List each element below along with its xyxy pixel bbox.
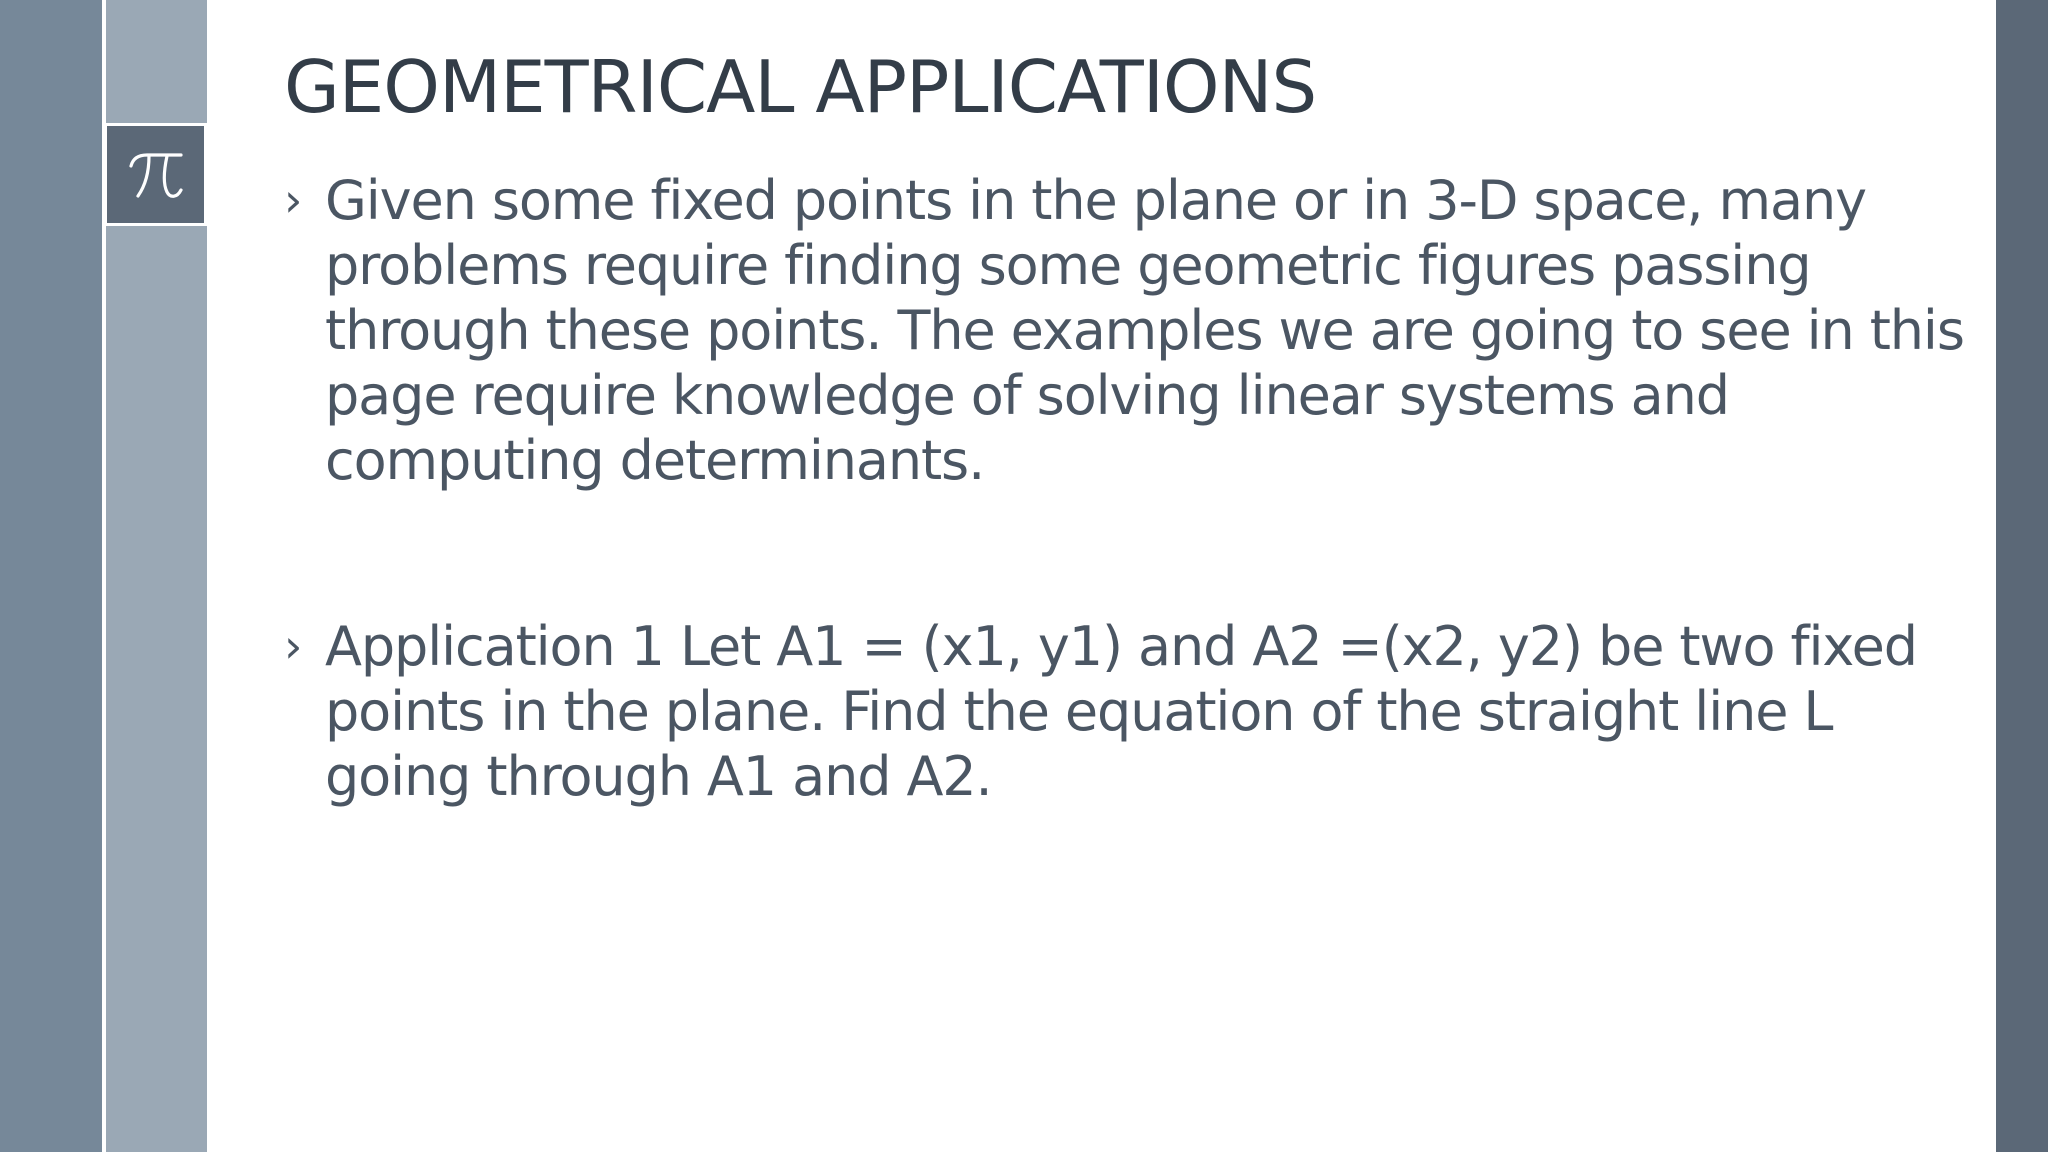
bullet-text: Given some fixed points in the plane or in 3-D space, many problems require finding some geometric figures passing through these points. The examples we are going to see in this page require knowledge of solving linear systems and computing determinants. [325,169,1964,492]
chevron-right-icon: › [284,173,302,227]
pi-icon [125,148,187,202]
pi-badge [104,123,207,226]
slide-title: GEOMETRICAL APPLICATIONS [284,45,1317,129]
bullet-text: Application 1 Let A1 = (x1, y1) and A2 =(x2, y2) be two fixed points in the plane. Find the equation of the straight line L going through A1 and A2. [325,615,1917,808]
bullet-item [284,614,1974,809]
bullet-list [284,168,1974,809]
chevron-right-icon: › [284,619,302,673]
left-dark-band [0,0,102,1152]
right-band [1996,0,2048,1152]
bullet-item [284,168,1974,493]
